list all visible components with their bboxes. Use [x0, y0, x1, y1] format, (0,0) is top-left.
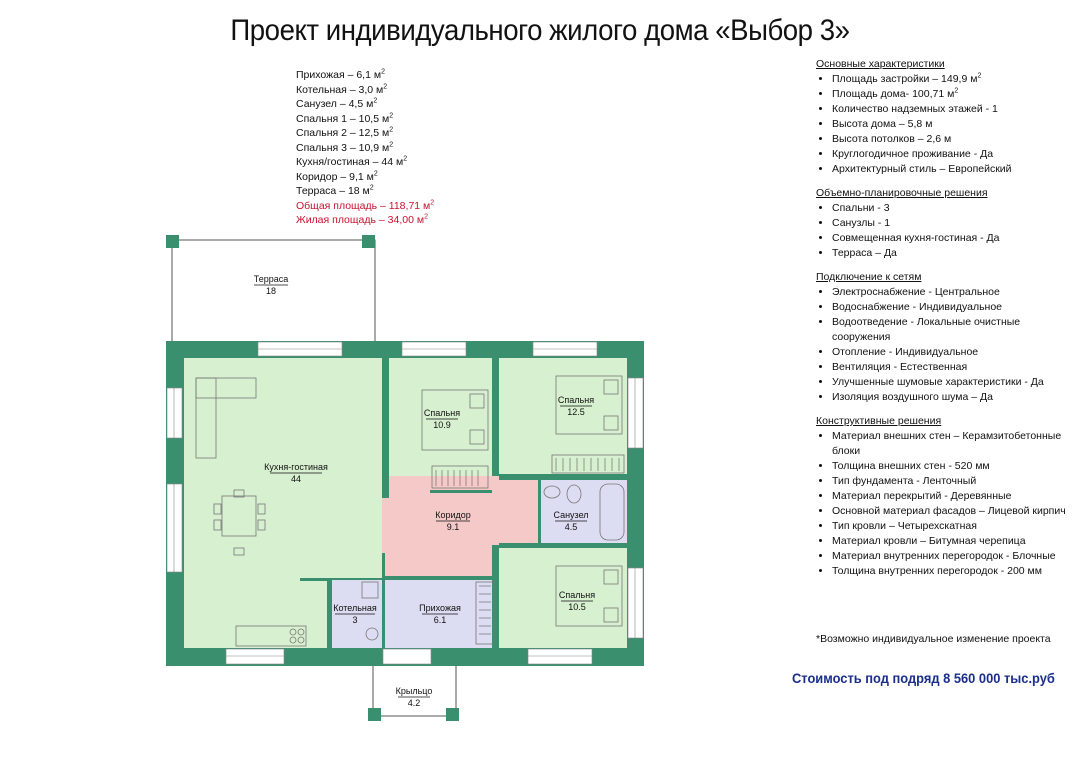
legend-text: Общая площадь – 118,71 м	[296, 199, 431, 212]
legend-unit-exponent: 2	[430, 199, 435, 206]
legend-text: Санузел – 4,5 м	[296, 98, 374, 110]
spec-item	[832, 390, 1066, 405]
bedroom2-name: Спальня	[557, 395, 595, 405]
bedroom2-area: 12.5	[567, 407, 585, 417]
legend-text: Спальня 3 – 10,9 м	[296, 141, 390, 154]
page-title: Проект индивидуального жилого дома «Выбор 3»	[230, 14, 850, 47]
spec-item-text: Тип фундамента - Ленточный	[832, 475, 977, 487]
legend-text: Спальня 2 – 12,5 м	[296, 127, 390, 139]
porch-name: Крыльцо	[395, 686, 433, 696]
spec-item	[832, 564, 1066, 579]
spec-item-text: Высота дома – 5,8 м	[832, 118, 933, 130]
hall-area: 6.1	[433, 615, 447, 625]
spec-item	[832, 216, 1066, 231]
hall-name: Прихожая	[419, 603, 461, 613]
spec-item-text: Терраса – Да	[832, 247, 897, 259]
bathroom-name: Санузел	[553, 510, 589, 520]
spec-item-text: Архитектурный стиль – Европейский	[832, 163, 1012, 175]
legend-unit-exponent: 2	[381, 68, 385, 76]
spec-item-text: Электроснабжение - Центральное	[832, 286, 1000, 298]
spec-item-text: Улучшенные шумовые характеристики - Да	[832, 376, 1044, 388]
spec-item	[832, 231, 1066, 246]
spec-list	[816, 429, 1066, 579]
spec-section-heading: Конструктивные решения	[816, 415, 942, 427]
legend-text: Котельная – 3,0 м	[296, 83, 384, 96]
spec-item-text: Материал внешних стен – Керамзитобетонные блоки	[832, 430, 1062, 457]
spec-item	[832, 474, 1066, 489]
spec-list	[816, 285, 1066, 405]
spec-section-heading: Объемно-планировочные решения	[816, 187, 988, 199]
spec-item	[832, 162, 1066, 177]
spec-item	[832, 504, 1066, 519]
legend-unit-exponent: 2	[424, 213, 428, 221]
bathroom-area: 4.5	[564, 522, 578, 532]
spec-item	[832, 117, 1066, 132]
spec-item	[832, 519, 1066, 534]
spec-item	[832, 285, 1066, 300]
legend-text: Коридор – 9,1 м	[296, 170, 374, 183]
spec-item	[832, 345, 1066, 360]
spec-item-text: Круглогодичное проживание - Да	[832, 148, 994, 160]
legend-unit-exponent: 2	[389, 141, 394, 148]
spec-item	[832, 147, 1066, 162]
boiler-name: Котельная	[333, 603, 377, 613]
spec-section	[816, 414, 1066, 579]
spec-item-text: Совмещенная кухня-гостиная - Да	[832, 232, 1000, 244]
spec-item-text: Водоснабжение - Индивидуальное	[832, 301, 1003, 313]
bedroom3-area: 10.9	[433, 420, 451, 430]
spec-item	[832, 201, 1066, 216]
spec-section	[816, 270, 1066, 405]
legend-text: Кухня/гостиная – 44 м	[296, 156, 404, 168]
spec-item-text: Высота потолков – 2,6 м	[832, 133, 952, 145]
terrace	[166, 235, 375, 342]
spec-item-text: Площадь дома- 100,71 м	[832, 88, 955, 100]
spec-item	[832, 534, 1066, 549]
price-label: Стоимость под подряд 8 560 000 тыс.руб	[792, 670, 1055, 686]
spec-item	[832, 429, 1066, 459]
corridor-area: 9.1	[446, 522, 460, 532]
legend-text: Спальня 1 – 10,5 м	[296, 112, 390, 125]
customization-note: *Возможно индивидуальное изменение проекта	[816, 633, 1051, 645]
terrace-name: Терраса	[253, 274, 289, 284]
legend-unit-exponent: 2	[389, 126, 394, 134]
spec-item	[832, 300, 1066, 315]
spec-item	[832, 72, 1066, 87]
spec-item	[832, 489, 1066, 504]
legend-text: Прихожая – 6,1 м	[296, 69, 382, 81]
spec-item-text: Водоотведение - Локальные очистные сооружения	[832, 316, 1021, 343]
kitchen-name: Кухня-гостиная	[264, 462, 328, 472]
porch	[368, 664, 459, 721]
kitchen-area: 44	[290, 474, 302, 484]
spec-list	[816, 201, 1066, 261]
legend-text: Жилая площадь – 34,00 м	[296, 214, 425, 226]
legend-unit-exponent: 2	[373, 97, 378, 105]
spec-item	[832, 315, 1066, 345]
spec-item-text: Материал перекрытий - Деревянные	[832, 490, 1012, 502]
bedroom1-area: 10.5	[568, 602, 586, 612]
corridor-name: Коридор	[435, 510, 471, 520]
legend-unit-exponent: 2	[389, 112, 394, 119]
terrace-area: 18	[265, 286, 277, 296]
spec-item	[832, 459, 1066, 474]
spec-section	[816, 57, 1066, 177]
specifications	[816, 57, 1066, 588]
spec-item-text: Материал внутренних перегородок - Блочные	[832, 550, 1056, 562]
spec-item-text: Площадь застройки – 149,9 м	[832, 73, 978, 85]
terrace-post	[166, 235, 179, 248]
spec-item	[832, 132, 1066, 147]
spec-item-text: Спальни - 3	[832, 202, 890, 214]
spec-section-heading: Основные характеристики	[816, 58, 945, 70]
spec-item	[832, 246, 1066, 261]
spec-item	[832, 549, 1066, 564]
porch-post	[368, 708, 381, 721]
spec-unit-exponent: 2	[977, 72, 982, 80]
spec-section-heading: Подключение к сетям	[816, 271, 922, 283]
spec-item-text: Санузлы - 1	[832, 217, 891, 229]
spec-item	[832, 87, 1066, 102]
bedroom1-name: Спальня	[558, 590, 596, 600]
legend-unit-exponent: 2	[403, 155, 408, 163]
spec-item	[832, 360, 1066, 375]
spec-item-text: Количество надземных этажей - 1	[832, 103, 998, 115]
bedroom3-name: Спальня	[423, 408, 461, 418]
spec-list	[816, 72, 1066, 177]
spec-item-text: Вентиляция - Естественная	[832, 361, 968, 373]
spec-item-text: Материал кровли – Битумная черепица	[832, 535, 1026, 547]
spec-item	[832, 375, 1066, 390]
porch-post	[446, 708, 459, 721]
legend-unit-exponent: 2	[383, 83, 388, 90]
spec-item	[832, 102, 1066, 117]
spec-item-text: Отопление - Индивидуальное	[832, 346, 979, 358]
spec-section	[816, 186, 1066, 261]
spec-item-text: Основной материал фасадов – Лицевой кирпич	[832, 505, 1066, 517]
boiler-area: 3	[352, 615, 358, 625]
spec-item-text: Толщина внешних стен - 520 мм	[832, 460, 990, 472]
legend-unit-exponent: 2	[369, 184, 374, 192]
spec-item-text: Тип кровли – Четырехскатная	[832, 520, 977, 532]
spec-unit-exponent: 2	[954, 87, 959, 95]
legend-text: Терраса – 18 м	[296, 185, 370, 197]
porch-area: 4.2	[407, 698, 421, 708]
legend-unit-exponent: 2	[373, 170, 378, 177]
terrace-post	[362, 235, 375, 248]
spec-item-text: Изоляция воздушного шума – Да	[832, 391, 993, 403]
spec-item-text: Толщина внутренних перегородок - 200 мм	[832, 565, 1042, 577]
